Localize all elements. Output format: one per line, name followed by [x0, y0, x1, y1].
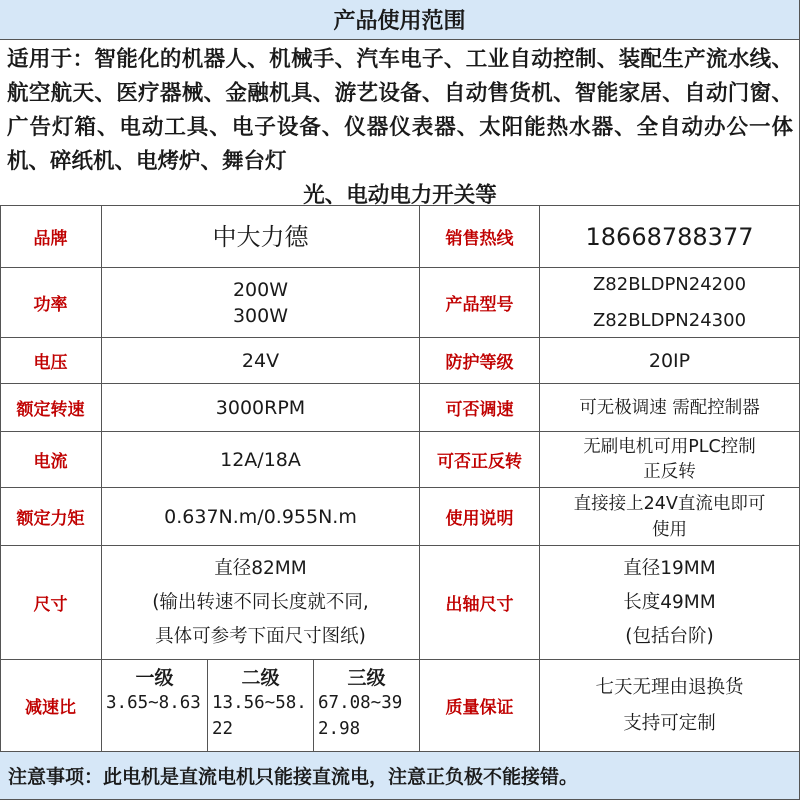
power-value-2: 300W	[232, 304, 289, 327]
ratio-level-3-value: 67.08~392.98	[318, 693, 403, 739]
shaft-size-label: 出轴尺寸	[420, 546, 540, 660]
power-label: 功率	[0, 268, 102, 338]
ratio-level-1	[102, 660, 208, 752]
size-value-3: 具体可参考下面尺寸图纸)	[155, 625, 366, 647]
reverse-value	[540, 432, 800, 488]
ratio-level-2-head: 二级	[241, 667, 280, 689]
size-value-2: (输出转速不同长度就不同,	[152, 591, 369, 613]
shaft-size-value-1: 直径19MM	[623, 557, 716, 579]
table-title: 产品使用范围	[0, 0, 800, 40]
reverse-value-2: 正反转	[643, 461, 696, 482]
power-value-1: 200W	[232, 278, 289, 301]
hotline-value: 18668788377	[540, 206, 800, 268]
torque-value: 0.637N.m/0.955N.m	[102, 488, 420, 546]
application-scope-text	[0, 40, 800, 206]
current-label: 电流	[0, 432, 102, 488]
ratio-level-1-head: 一级	[135, 667, 174, 689]
rated-speed-value: 3000RPM	[102, 384, 420, 432]
warranty-value	[540, 660, 800, 752]
ratio-level-1-value: 3.65~8.63	[106, 693, 201, 713]
size-value-1: 直径82MM	[214, 557, 307, 579]
size-label: 尺寸	[0, 546, 102, 660]
brand-label: 品牌	[0, 206, 102, 268]
model-value-2: Z82BLDPN24300	[592, 309, 747, 331]
reverse-value-1: 无刷电机可用PLC控制	[583, 436, 756, 457]
current-value: 12A/18A	[102, 432, 420, 488]
speed-adjust-label: 可否调速	[420, 384, 540, 432]
application-scope-body: 适用于：智能化的机器人、机械手、汽车电子、工业自动控制、装配生产流水线、航空航天、医疗器械、金融机具、游艺设备、自动售货机、智能家居、自动门窗、广告灯箱、电动工具、电子设备、仪器仪表器、太阳能热水器、全自动办公一体机、碎纸机、电烤炉、舞台灯	[7, 47, 793, 174]
torque-label: 额定力矩	[0, 488, 102, 546]
voltage-value: 24V	[102, 338, 420, 384]
caution-note: 注意事项：此电机是直流电机只能接直流电，注意正负极不能接错。	[0, 752, 800, 800]
brand-value: 中大力德	[102, 206, 420, 268]
protection-label: 防护等级	[420, 338, 540, 384]
reverse-label: 可否正反转	[420, 432, 540, 488]
hotline-label: 销售热线	[420, 206, 540, 268]
warranty-label: 质量保证	[420, 660, 540, 752]
shaft-size-value-3: (包括台阶)	[625, 625, 714, 647]
application-scope-last-line: 光、电动电力开关等	[303, 183, 497, 206]
usage-value	[540, 488, 800, 546]
ratio-level-2	[208, 660, 314, 752]
model-value-1: Z82BLDPN24200	[592, 273, 747, 295]
size-value	[102, 546, 420, 660]
rated-speed-label: 额定转速	[0, 384, 102, 432]
protection-value: 20IP	[540, 338, 800, 384]
usage-value-2: 使用	[652, 519, 687, 540]
ratio-level-3	[314, 660, 420, 752]
usage-label: 使用说明	[420, 488, 540, 546]
ratio-level-3-head: 三级	[347, 667, 386, 689]
model-value	[540, 268, 800, 338]
shaft-size-value	[540, 546, 800, 660]
warranty-value-1: 七天无理由退换货	[595, 676, 744, 698]
ratio-level-2-value: 13.56~58.22	[212, 693, 307, 739]
voltage-label: 电压	[0, 338, 102, 384]
speed-adjust-value: 可无极调速 需配控制器	[540, 384, 800, 432]
warranty-value-2: 支持可定制	[623, 712, 716, 734]
usage-value-1: 直接接上24V直流电即可	[573, 493, 766, 514]
model-label: 产品型号	[420, 268, 540, 338]
power-value	[102, 268, 420, 338]
shaft-size-value-2: 长度49MM	[623, 591, 716, 613]
reduction-ratio-label: 减速比	[0, 660, 102, 752]
